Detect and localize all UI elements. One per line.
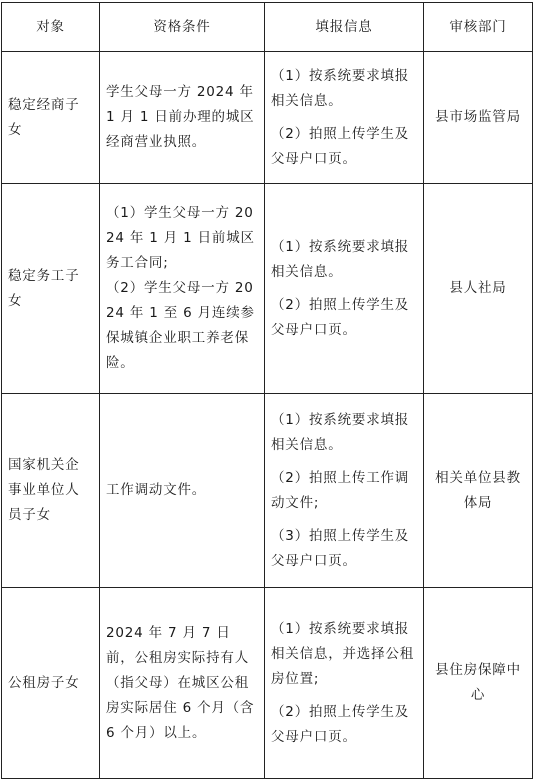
qualification-text: 2024 年 7 月 7 日前，公租房实际持有人（指父母）在城区公租房实际居住 6 个月（含 6 个月）以上。 [106,624,255,741]
table-row [2,394,533,588]
header-qualification: 资格条件 [100,3,265,52]
info-item: （2）拍照上传学生及父母户口页。 [271,125,410,167]
header-object: 对象 [2,3,100,52]
table-row [2,52,533,184]
info-item: （2）拍照上传学生及父母户口页。 [271,703,410,745]
info-item: （2）拍照上传学生及父母户口页。 [271,296,410,338]
qualification-cell [100,394,265,588]
header-info: 填报信息 [265,3,424,52]
qualification-cell [100,52,265,184]
qualification-table [1,2,533,779]
table-header [2,3,533,52]
info-item: （2）拍照上传工作调动文件; [271,469,410,511]
info-cell [265,588,424,779]
qualification-text: 工作调动文件。 [106,482,207,498]
object-cell: 国家机关企事业单位人员子女 [2,394,100,588]
info-item: （1）按系统要求填报相关信息。 [271,67,410,109]
dept-cell: 县人社局 [424,184,533,394]
info-cell [265,52,424,184]
info-item: （1）按系统要求填报相关信息。 [271,411,410,453]
qualification-cell [100,184,265,394]
dept-cell: 县住房保障中心 [424,588,533,779]
dept-cell: 相关单位县教体局 [424,394,533,588]
info-item: （1）按系统要求填报相关信息。 [271,238,410,280]
info-cell [265,394,424,588]
header-review-dept: 审核部门 [424,3,533,52]
table-row [2,588,533,779]
object-cell: 稳定经商子女 [2,52,100,184]
qualification-text: 学生父母一方 2024 年 1 月 1 日前办理的城区经商营业执照。 [106,84,255,150]
info-item: （1）按系统要求填报相关信息，并选择公租房位置; [271,620,414,687]
info-cell [265,184,424,394]
qualification-cell [100,588,265,779]
table-row [2,184,533,394]
qualification-text: （2）学生父母一方 2024 年 1 至 6 月连续参保城镇企业职工养老保险。 [106,280,255,371]
table-body [2,52,533,779]
object-cell: 公租房子女 [2,588,100,779]
object-cell: 稳定务工子女 [2,184,100,394]
header-row [2,3,533,52]
info-item: （3）拍照上传学生及父母户口页。 [271,527,410,569]
dept-cell: 县市场监管局 [424,52,533,184]
qualification-text: （1）学生父母一方 2024 年 1 月 1 日前城区务工合同; [106,205,255,271]
